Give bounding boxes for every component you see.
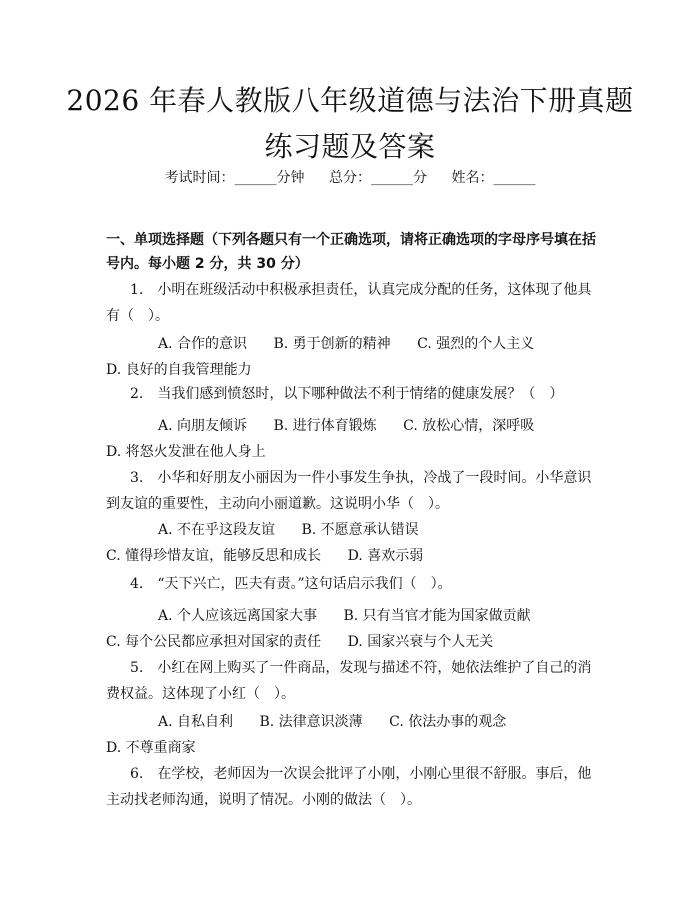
question-3 — [106, 465, 600, 517]
exam-meta — [0, 167, 700, 189]
option-b: B. 不愿意承认错误 — [301, 522, 419, 538]
option-c: C. 依法办事的观念 — [389, 714, 507, 730]
question-3-options — [106, 517, 600, 569]
question-5-options — [106, 709, 600, 761]
option-d: D. 不尊重商家 — [106, 740, 196, 756]
option-c: C. 每个公民都应承担对国家的责任 — [106, 634, 322, 650]
question-4-options — [106, 603, 600, 655]
question-1-options — [106, 331, 600, 383]
question-text: 4. “天下兴亡，匹夫有责。”这句话启示我们（ ）。 — [130, 576, 452, 592]
option-d: D. 喜欢示弱 — [347, 548, 424, 564]
question-text: 2. 当我们感到愤怒时，以下哪种做法不利于情绪的健康发展？（ ） — [130, 386, 564, 402]
option-a: A. 不在乎这段友谊 — [158, 522, 276, 538]
question-text: 6. 在学校，老师因为一次误会批评了小刚，小刚心里很不舒服。事后，他主动找老师沟通，说明了情况。小刚的做法（ ）。 — [106, 766, 592, 808]
question-2 — [106, 381, 600, 407]
question-4 — [106, 571, 600, 597]
exam-total-score: 总分：______分 — [329, 170, 427, 186]
section-heading: 一、单项选择题（下列各题只有一个正确选项，请将正确选项的字母序号填在括号内。每小题 2 分，共 30 分） — [106, 232, 596, 272]
option-b: B. 只有当官才能为国家做贡献 — [343, 608, 531, 624]
title-line-2: 练习题及答案 — [264, 130, 436, 163]
option-d: D. 国家兴衰与个人无关 — [347, 634, 494, 650]
question-6 — [106, 761, 600, 813]
option-b: B. 勇于创新的精神 — [273, 336, 391, 352]
option-a: A. 向朋友倾诉 — [158, 418, 248, 434]
question-text: 3. 小华和好朋友小丽因为一件小事发生争执，冷战了一段时间。小华意识到友谊的重要性，主动向小丽道歉。这说明小华（ ）。 — [106, 470, 592, 512]
question-1 — [106, 277, 600, 329]
option-a: A. 个人应该远离国家大事 — [158, 608, 318, 624]
option-c: C. 放松心情，深呼吸 — [403, 418, 535, 434]
option-d: D. 将怒火发泄在他人身上 — [106, 444, 266, 460]
option-d: D. 良好的自我管理能力 — [106, 362, 252, 378]
option-a: A. 自私自利 — [158, 714, 234, 730]
student-name: 姓名：______ — [451, 170, 536, 186]
option-c: C. 强烈的个人主义 — [417, 336, 535, 352]
option-b: B. 法律意识淡薄 — [259, 714, 363, 730]
option-c: C. 懂得珍惜友谊，能够反思和成长 — [106, 548, 322, 564]
question-5 — [106, 655, 600, 707]
option-a: A. 合作的意识 — [158, 336, 248, 352]
document-title — [60, 78, 640, 170]
question-text: 5. 小红在网上购买了一件商品，发现与描述不符，她依法维护了自己的消费权益。这体现了小红（ ）。 — [106, 660, 592, 702]
question-text: 1. 小明在班级活动中积极承担责任，认真完成分配的任务，这体现了他具有（ ）。 — [106, 282, 592, 324]
title-line-1: 2026 年春人教版八年级道德与法治下册真题 — [66, 84, 634, 117]
option-b: B. 进行体育锻炼 — [273, 418, 377, 434]
question-2-options — [106, 413, 600, 465]
exam-time: 考试时间：______分钟 — [164, 170, 305, 186]
